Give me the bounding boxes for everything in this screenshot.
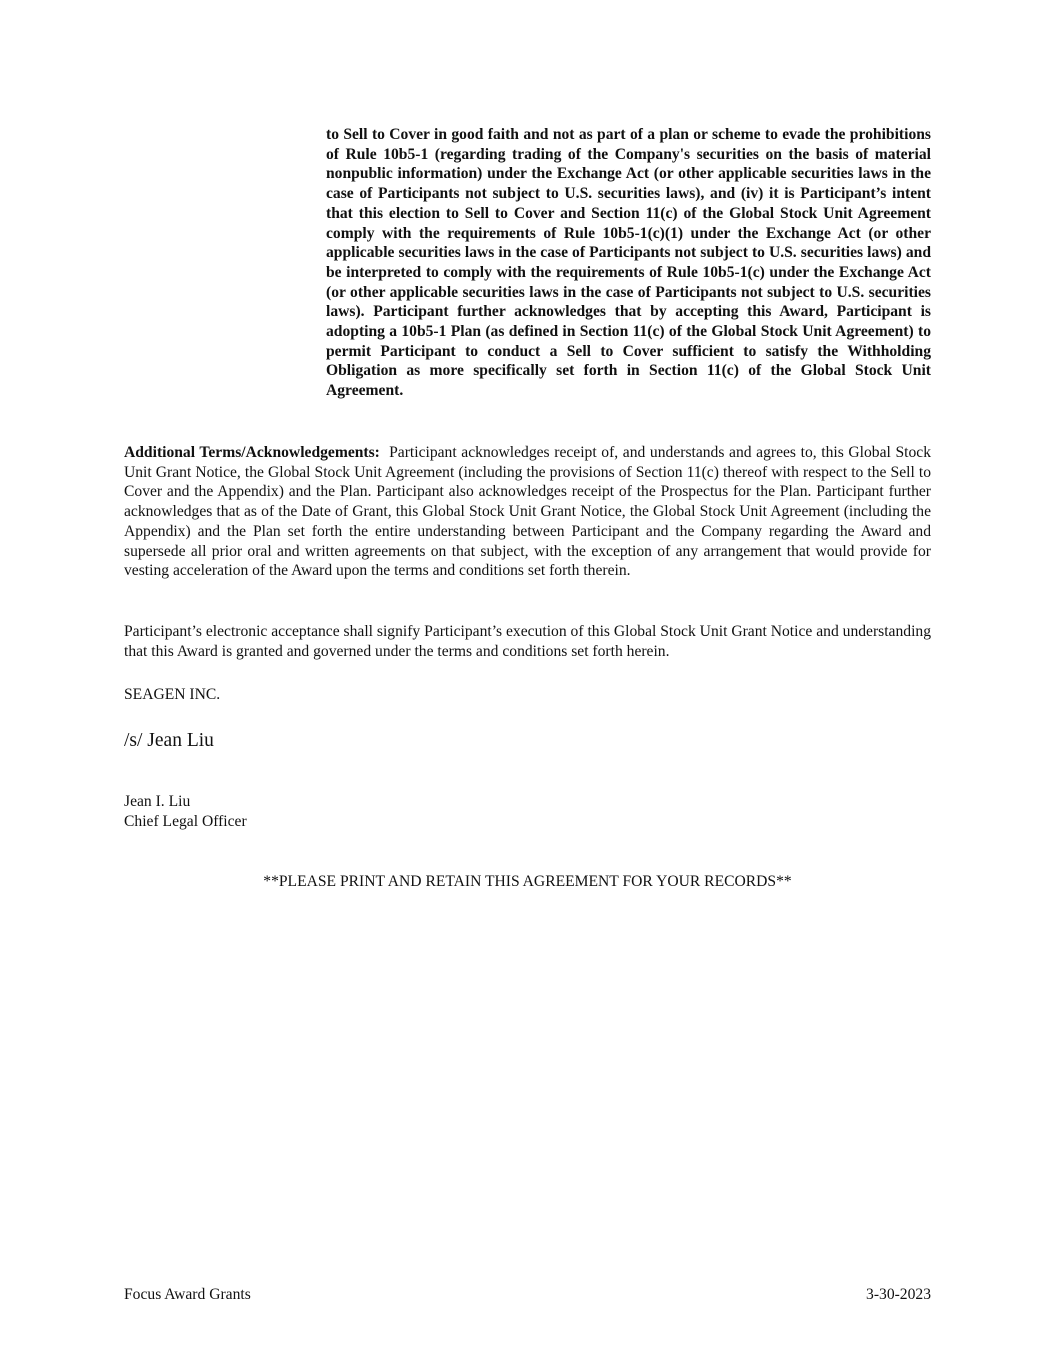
footer-date: 3-30-2023 <box>866 1286 931 1303</box>
electronic-acceptance-paragraph: Participant’s electronic acceptance shall signify Participant’s execution of this Global Stock Unit Grant Notice and understanding that this Award is granted and governed under the terms and conditions set forth herein. <box>124 623 931 660</box>
signature: /s/ Jean Liu <box>124 730 214 751</box>
additional-terms-body: Participant acknowledges receipt of, and understands and agrees to, this Global Stock Unit Grant Notice, the Global Stock Unit Agreement (including the provisions of Section 11(c) thereof with respect to the Sell to Cover and the Appendix) and the Plan. Participant also acknowledges receipt of the Prospectus for the Plan. Participant further acknowledges that as of the Date of Grant, this Global Stock Unit Grant Notice, the Global Stock Unit Agreement (including the Appendix) and the Plan set forth the entire understanding between Participant and the Company regarding the Award and supersede all prior oral and written agreements on that subject, with the exception of any arrangement that would provide for vesting acceleration of the Award upon the terms and conditions set forth therein. <box>124 444 932 580</box>
signer-title: Chief Legal Officer <box>124 812 247 830</box>
footer-label: Focus Award Grants <box>124 1286 251 1303</box>
additional-terms-heading: Additional Terms/Acknowledgements: <box>124 444 380 461</box>
sell-to-cover-continuation: to Sell to Cover in good faith and not as part of a plan or scheme to evade the prohibitions of Rule 10b5-1 (regarding trading of the Company's securities on the basis of material nonpublic information) under the Exchange Act (or other applicable securities laws in the case of Participants not subject to U.S. securities laws), and (iv) it is Participant’s intent that this election to Sell to Cover and Section 11(c) of the Global Stock Unit Agreement comply with the requirements of Rule 10b5-1(c)(1) under the Exchange Act (or other applicable securities laws in the case of Participants not subject to U.S. securities laws) and be interpreted to comply with the requirements of Rule 10b5-1(c) under the Exchange Act (or other applicable securities laws in the case of Participants not subject to U.S. securities laws). Participant further acknowledges that by accepting this Award, Participant is adopting a 10b5-1 Plan (as defined in Section 11(c) of the Global Stock Unit Agreement) to permit Participant to conduct a Sell to Cover sufficient to satisfy the Withholding Obligation as more specifically set forth in Section 11(c) of the Global Stock Unit Agreement. <box>326 126 931 400</box>
print-retain-notice: **PLEASE PRINT AND RETAIN THIS AGREEMENT FOR YOUR RECORDS** <box>263 873 792 890</box>
signer-block <box>124 792 247 831</box>
signer-name: Jean I. Liu <box>124 793 191 810</box>
company-name: SEAGEN INC. <box>124 686 221 703</box>
additional-terms-paragraph <box>124 443 931 581</box>
